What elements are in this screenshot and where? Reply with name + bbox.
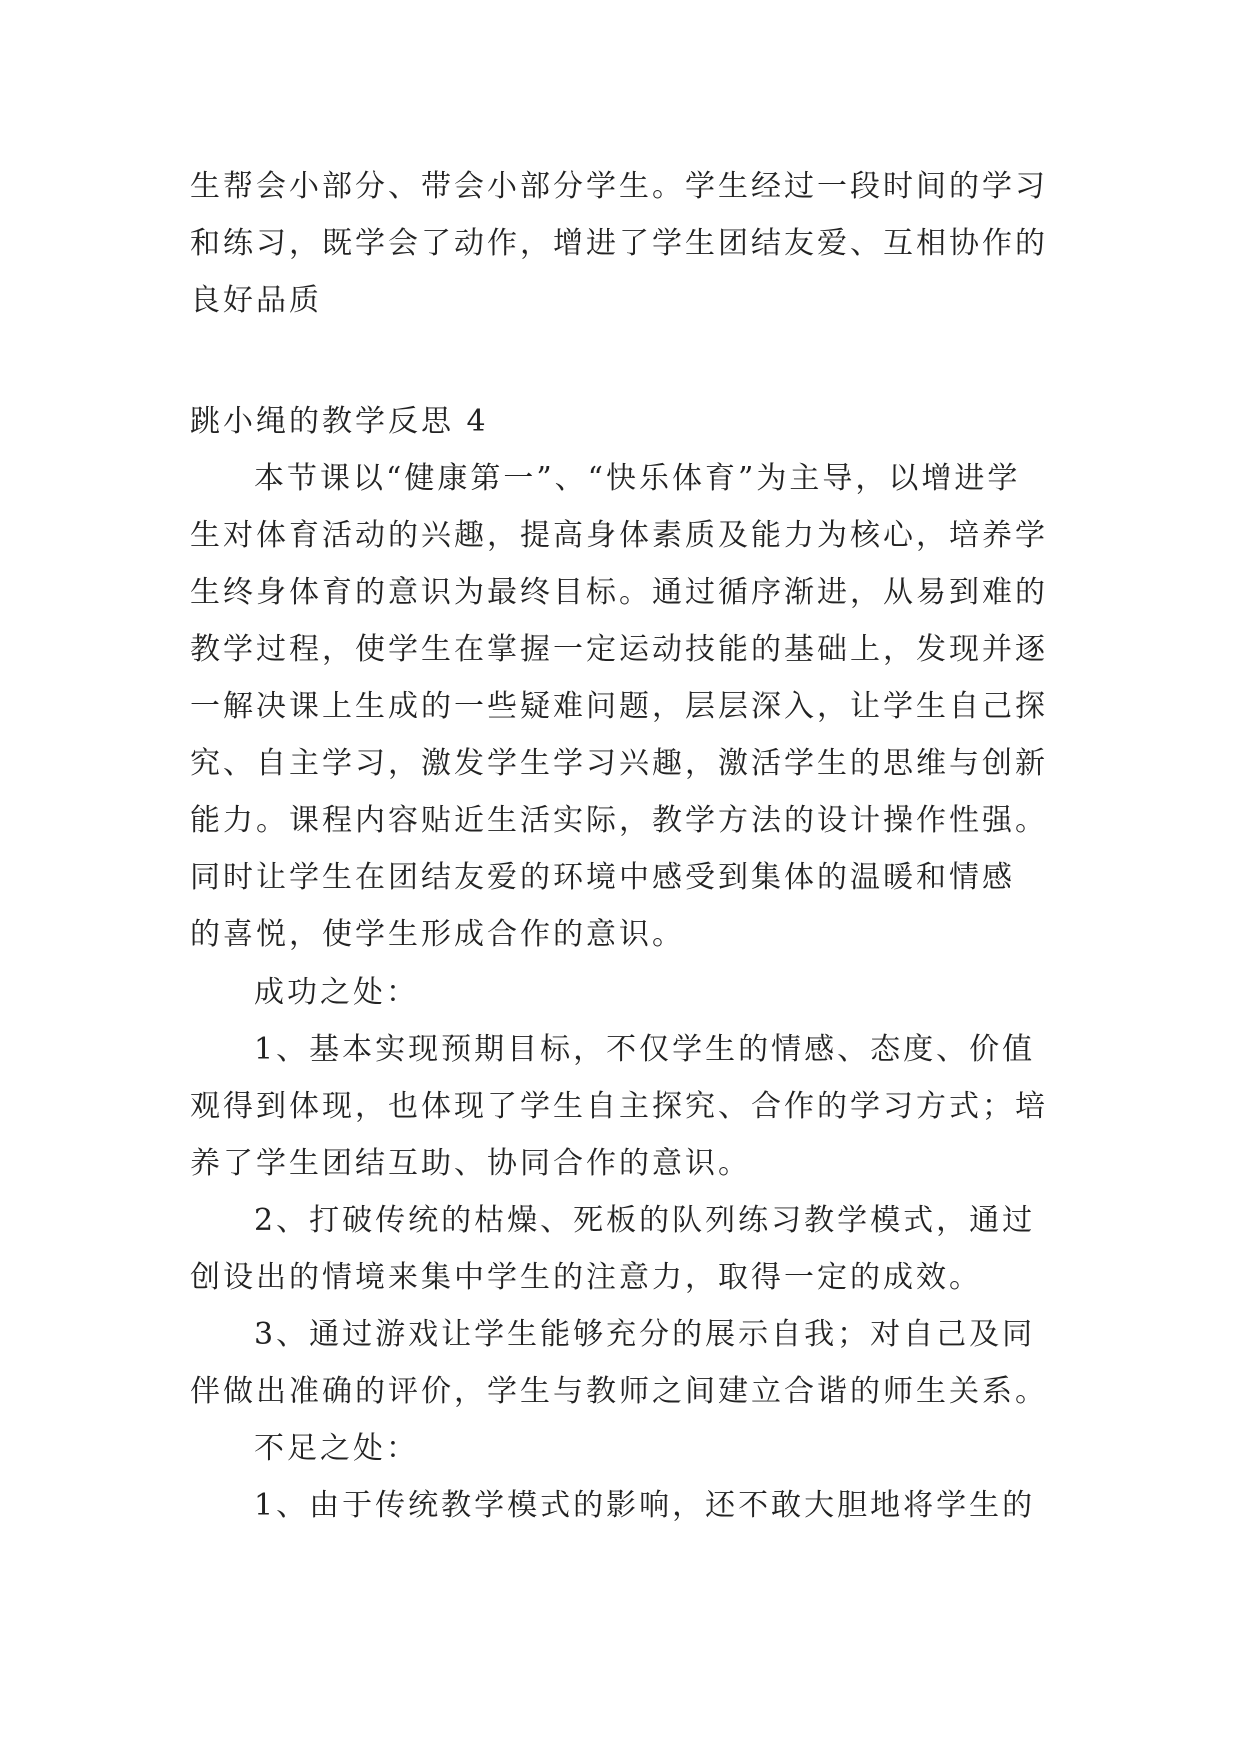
body-line-4: 教学过程，使学生在掌握一定运动技能的基础上，发现并逐 <box>190 632 1048 667</box>
body-line-5: 一解决课上生成的一些疑难问题，层层深入，让学生自己探 <box>190 689 1048 724</box>
shortcoming-item-1-line-1: 1、由于传统教学模式的影响，还不敢大胆地将学生的 <box>254 1488 1036 1523</box>
success-item-2-line-1: 2、打破传统的枯燥、死板的队列练习教学模式，通过 <box>254 1203 1036 1238</box>
success-item-3-line-1: 3、通过游戏让学生能够充分的展示自我；对自己及同 <box>254 1317 1036 1352</box>
shortcoming-heading: 不足之处： <box>254 1431 419 1466</box>
success-item-1-line-1: 1、基本实现预期目标，不仅学生的情感、态度、价值 <box>254 1032 1036 1067</box>
success-item-2-line-2: 创设出的情境来集中学生的注意力，取得一定的成效。 <box>190 1260 982 1295</box>
body-line-9: 的喜悦，使学生形成合作的意识。 <box>190 917 685 952</box>
body-line-3: 生终身体育的意识为最终目标。通过循序渐进，从易到难的 <box>190 575 1048 610</box>
section-title: 跳小绳的教学反思 4 <box>190 404 489 439</box>
success-item-1-line-2: 观得到体现，也体现了学生自主探究、合作的学习方式；培 <box>190 1089 1048 1124</box>
success-item-3-line-2: 伴做出准确的评价，学生与教师之间建立合谐的师生关系。 <box>190 1374 1048 1409</box>
intro-line-3: 良好品质 <box>190 283 322 318</box>
body-line-8: 同时让学生在团结友爱的环境中感受到集体的温暖和情感 <box>190 860 1015 895</box>
success-heading: 成功之处： <box>254 975 419 1010</box>
body-line-1: 本节课以“健康第一”、“快乐体育”为主导，以增进学 <box>254 461 1021 496</box>
intro-line-1: 生帮会小部分、带会小部分学生。学生经过一段时间的学习 <box>190 169 1048 204</box>
body-line-6: 究、自主学习，激发学生学习兴趣，激活学生的思维与创新 <box>190 746 1048 781</box>
body-line-2: 生对体育活动的兴趣，提高身体素质及能力为核心，培养学 <box>190 518 1048 553</box>
intro-line-2: 和练习，既学会了动作，增进了学生团结友爱、互相协作的 <box>190 226 1048 261</box>
body-line-7: 能力。课程内容贴近生活实际，教学方法的设计操作性强。 <box>190 803 1048 838</box>
success-item-1-line-3: 养了学生团结互助、协同合作的意识。 <box>190 1146 751 1181</box>
